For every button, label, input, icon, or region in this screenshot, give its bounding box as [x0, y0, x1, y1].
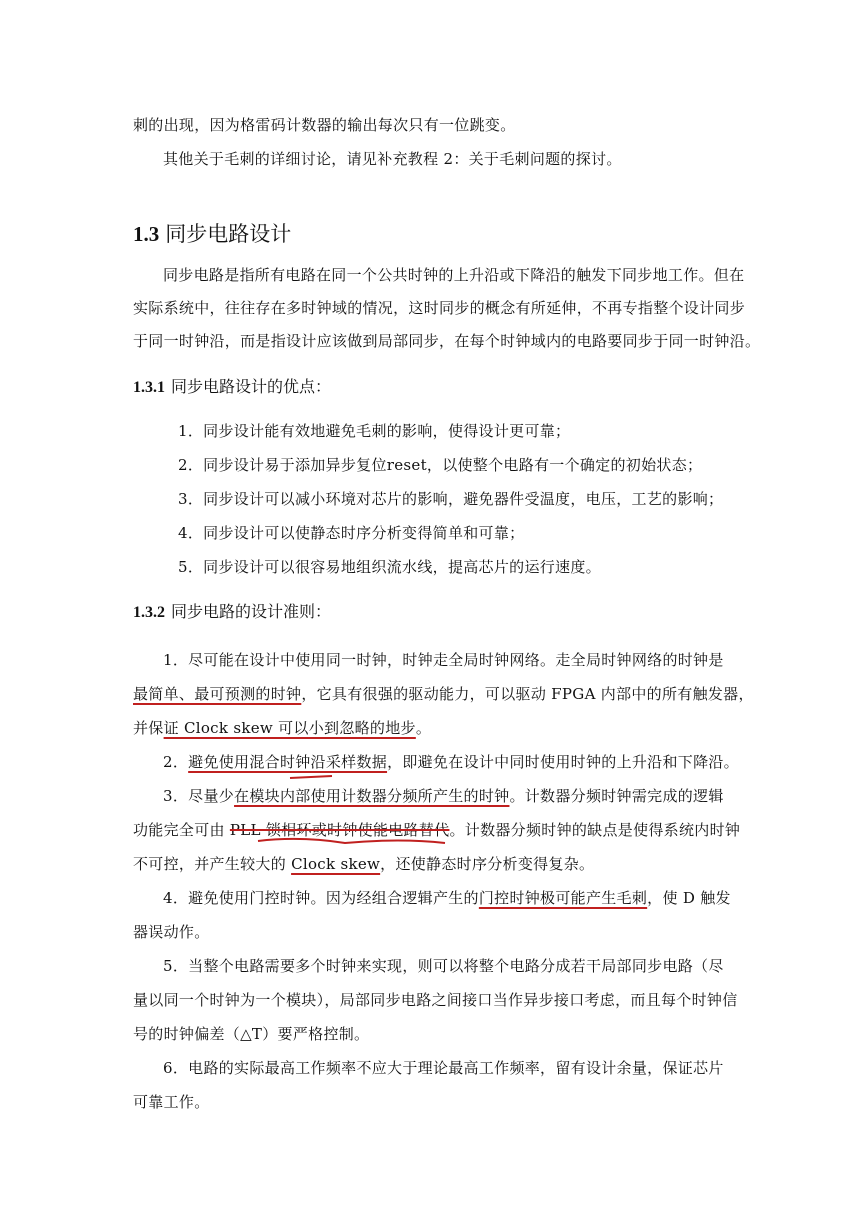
- rule-3-line-3-pre: 不可控，并产生较大的: [133, 855, 292, 873]
- advantage-item-2: 2．同步设计易于添加异步复位reset，以使整个电路有一个确定的初始状态；: [178, 456, 703, 474]
- rule-3-line-2-pre: 功能完全可由: [133, 821, 230, 839]
- annotation-dash-mark: [290, 776, 332, 778]
- rule-4-highlight: 门控时钟极可能产生毛刺: [478, 889, 648, 907]
- section-1-3-para-line-1: 同步电路是指所有电路在同一个公共时钟的上升沿或下降沿的触发下同步地工作。但在: [163, 266, 745, 284]
- rule-3-line-3-post: ，还使静态时序分析变得复杂。: [380, 855, 595, 873]
- intro-line-2: 其他关于毛刺的详细讨论，请见补充教程 2：关于毛刺问题的探讨。: [163, 150, 622, 168]
- rule-1-highlight-1: 最简单、最可预测的时钟: [133, 685, 302, 703]
- rule-1-line-1: 1．尽可能在设计中使用同一时钟，时钟走全局时钟网络。走全局时钟网络的时钟是: [163, 651, 724, 669]
- rule-3-strike-text: PLL 锁相环或时钟使能电路替代: [229, 821, 450, 839]
- rule-1-line-2: [133, 684, 754, 704]
- rule-6-line-1: 6．电路的实际最高工作频率不应大于理论最高工作频率，留有设计余量，保证芯片: [163, 1059, 724, 1077]
- section-1-3-2-number: 1.3.2: [133, 604, 165, 621]
- rule-5-line-2: 量以同一个时钟为一个模块），局部同步电路之间接口当作异步接口考虑，而且每个时钟信: [133, 991, 738, 1009]
- advantage-item-4: 4．同步设计可以使静态时序分析变得简单和可靠；: [178, 524, 525, 542]
- rule-3-line-2-post: 。计数器分频时钟的缺点是使得系统内时钟: [449, 821, 741, 839]
- section-1-3-number: 1.3: [133, 222, 160, 246]
- section-1-3-2-title: 同步电路的设计准则：: [171, 602, 332, 621]
- rule-6-line-2: 可靠工作。: [133, 1093, 210, 1111]
- section-1-3-para-line-2: 实际系统中，往往存在多时钟域的情况，这时同步的概念有所延伸，不再专指整个设计同步: [133, 299, 746, 317]
- rule-3-line-3: [133, 854, 594, 874]
- rule-2-highlight: 避免使用混合时钟沿采样数据: [188, 753, 388, 771]
- rule-1-line-2-rest: ，它具有很强的驱动能力，可以驱动 FPGA 内部中的所有触发器，: [301, 685, 754, 703]
- rule-3-highlight-2: Clock skew: [291, 855, 381, 873]
- section-1-3-2-heading: [133, 601, 331, 624]
- rule-4-line-1: [163, 888, 731, 908]
- rule-1-line-3: [133, 718, 431, 738]
- rule-1-line-3-pre: 并保: [133, 719, 164, 737]
- section-1-3-1-title: 同步电路设计的优点：: [171, 377, 332, 396]
- rule-4-line-2: 器误动作。: [133, 923, 210, 941]
- advantage-item-1: 1．同步设计能有效地避免毛刺的影响，使得设计更可靠；: [178, 422, 571, 440]
- section-1-3-para-line-3: 于同一时钟沿，而是指设计应该做到局部同步，在每个时钟域内的电路要同步于同一时钟沿。: [133, 332, 761, 350]
- rule-3-line-1-post: 。计数器分频时钟需完成的逻辑: [509, 787, 724, 805]
- rule-2-line-1: [163, 752, 739, 772]
- advantage-item-5: 5．同步设计可以很容易地组织流水线，提高芯片的运行速度。: [178, 558, 601, 576]
- rule-5-line-3: 号的时钟偏差（△T）要严格控制。: [133, 1025, 370, 1043]
- rule-2-pre: 2．: [163, 753, 189, 771]
- rule-3-highlight-1: 在模块内部使用计数器分频所产生的时钟: [234, 787, 510, 805]
- advantage-item-3: 3．同步设计可以减小环境对芯片的影响，避免器件受温度，电压，工艺的影响；: [178, 490, 724, 508]
- section-1-3-1-heading: [133, 376, 331, 399]
- section-1-3-1-number: 1.3.1: [133, 379, 165, 396]
- intro-line-1: 刺的出现，因为格雷码计数器的输出每次只有一位跳变。: [133, 116, 516, 134]
- rule-2-post: ，即避免在设计中同时使用时钟的上升沿和下降沿。: [387, 753, 739, 771]
- rule-3-line-1-pre: 3．尽量少: [163, 787, 235, 805]
- rule-5-line-1: 5．当整个电路需要多个时钟来实现，则可以将整个电路分成若干局部同步电路（尽: [163, 957, 724, 975]
- rule-3-line-1: [163, 786, 724, 806]
- rule-4-line-1-pre: 4．避免使用门控时钟。因为经组合逻辑产生的: [163, 889, 479, 907]
- rule-3-line-2: [133, 820, 740, 840]
- rule-4-line-1-post: ，使 D 触发: [647, 889, 731, 907]
- section-1-3-heading: [133, 220, 291, 248]
- rule-1-highlight-2: 证 Clock skew 可以小到忽略的地步: [163, 719, 416, 737]
- section-1-3-title: 同步电路设计: [165, 222, 292, 246]
- rule-1-line-3-post: 。: [415, 719, 432, 737]
